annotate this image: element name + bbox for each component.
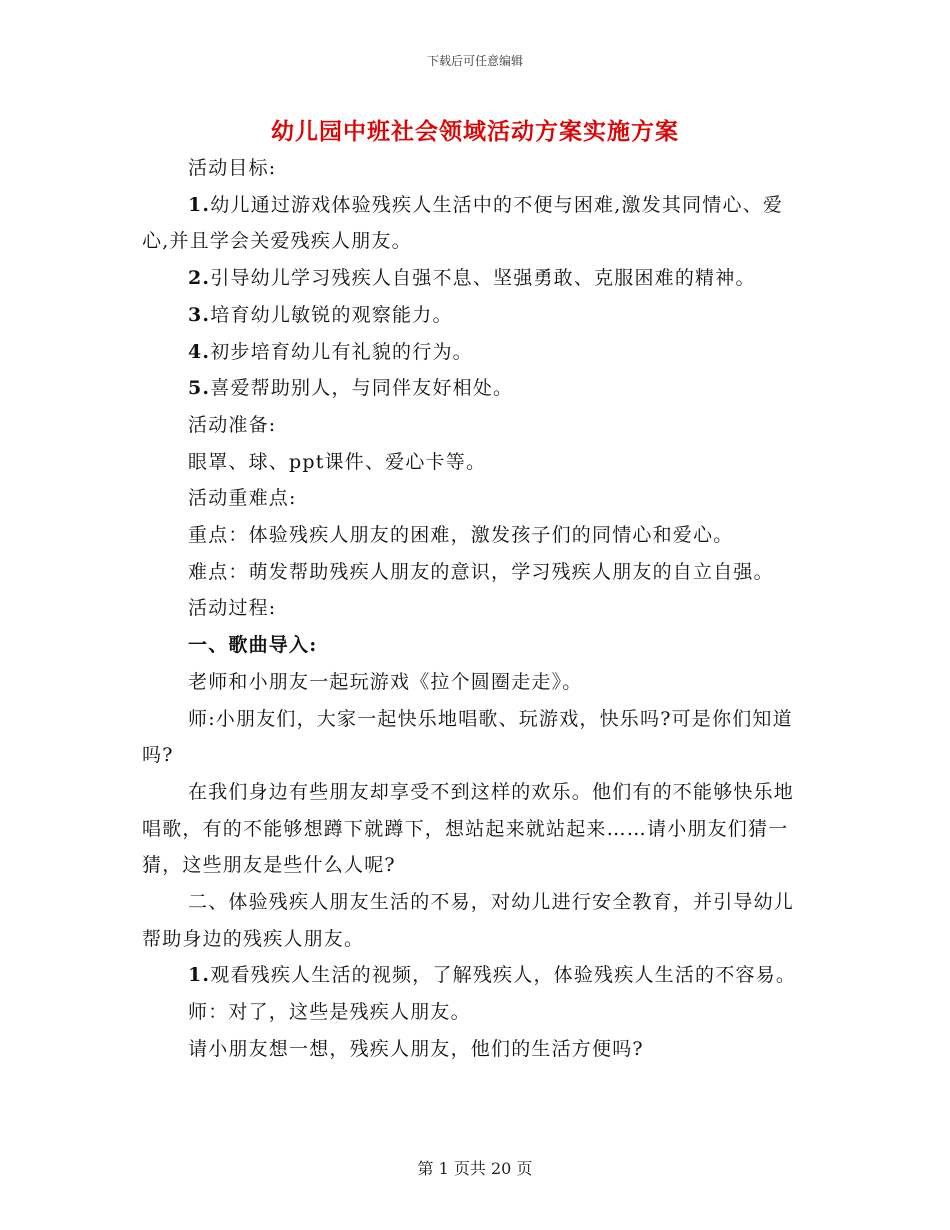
paragraph-text: 活动目标: xyxy=(188,157,277,179)
list-number: 1. xyxy=(188,193,211,216)
paragraph-text: 在我们身边有些朋友却享受不到这样的欢乐。他们有的不能够快乐地唱歌，有的不能够想蹲下就蹲下，想站起来就站起来……请小朋友们猜一猜，这些朋友是些什么人呢? xyxy=(142,780,795,877)
paragraph xyxy=(142,334,810,371)
paragraph xyxy=(142,444,810,481)
list-number: 5. xyxy=(188,377,211,400)
paragraph-text: 初步培育幼儿有礼貌的行为。 xyxy=(210,340,473,363)
paragraph xyxy=(142,517,810,554)
paragraph-text: 二、体验残疾人朋友生活的不易，对幼儿进行安全教育，并引导幼儿帮助身边的残疾人朋友。 xyxy=(142,891,795,950)
paragraph xyxy=(142,994,810,1031)
paragraph xyxy=(142,590,810,627)
paragraph-text: 活动过程: xyxy=(188,597,277,620)
paragraph-text: 一、歌曲导入: xyxy=(188,634,318,657)
section-heading xyxy=(142,627,810,664)
paragraph xyxy=(142,187,810,260)
list-number: 1. xyxy=(188,964,211,987)
paragraph-text: 眼罩、球、ppt课件、爱心卡等。 xyxy=(188,450,487,473)
paragraph-text: 师:小朋友们，大家一起快乐地唱歌、玩游戏，快乐吗?可是你们知道吗? xyxy=(142,707,793,767)
paragraph-text: 引导幼儿学习残疾人自强不息、坚强勇敢、克服困难的精神。 xyxy=(210,267,756,290)
paragraph xyxy=(142,774,810,884)
paragraph-text: 幼儿通过游戏体验残疾人生活中的不便与困难,激发其同情心、爱心,并且学会关爱残疾人朋友。 xyxy=(142,193,784,253)
document-body xyxy=(142,150,810,1068)
paragraph-text: 活动准备: xyxy=(188,413,277,436)
paragraph xyxy=(142,480,810,517)
list-number: 3. xyxy=(188,303,211,326)
paragraph-text: 喜爱帮助别人，与同伴友好相处。 xyxy=(210,377,514,400)
paragraph xyxy=(142,957,810,994)
paragraph xyxy=(142,884,810,957)
paragraph-text: 活动重难点: xyxy=(188,487,297,510)
paragraph xyxy=(142,1031,810,1068)
document-title: 幼儿园中班社会领域活动方案实施方案 xyxy=(271,118,679,145)
list-number: 4. xyxy=(188,340,211,363)
paragraph xyxy=(142,664,810,701)
paragraph-text: 观看残疾人生活的视频，了解残疾人，体验残疾人生活的不容易。 xyxy=(210,964,797,987)
paragraph xyxy=(142,297,810,334)
paragraph xyxy=(142,150,810,187)
paragraph-text: 培育幼儿敏锐的观察能力。 xyxy=(210,303,453,326)
paragraph-text: 重点：体验残疾人朋友的困难，激发孩子们的同情心和爱心。 xyxy=(188,524,734,547)
paragraph-text: 难点：萌发帮助残疾人朋友的意识，学习残疾人朋友的自立自强。 xyxy=(188,560,774,583)
paragraph-text: 老师和小朋友一起玩游戏《拉个圆圈走走》。 xyxy=(188,670,583,693)
paragraph xyxy=(142,701,810,774)
paragraph xyxy=(142,260,810,297)
paragraph xyxy=(142,554,810,591)
paragraph-text: 师：对了，这些是残疾人朋友。 xyxy=(188,1001,471,1024)
list-number: 2. xyxy=(188,267,211,290)
paragraph xyxy=(142,370,810,407)
page-number: 第 1 页共 20 页 xyxy=(417,1159,533,1178)
paragraph-text: 请小朋友想一想，残疾人朋友，他们的生活方便吗? xyxy=(188,1037,644,1060)
page-header: 下载后可任意编辑 xyxy=(426,54,523,68)
paragraph xyxy=(142,407,810,444)
